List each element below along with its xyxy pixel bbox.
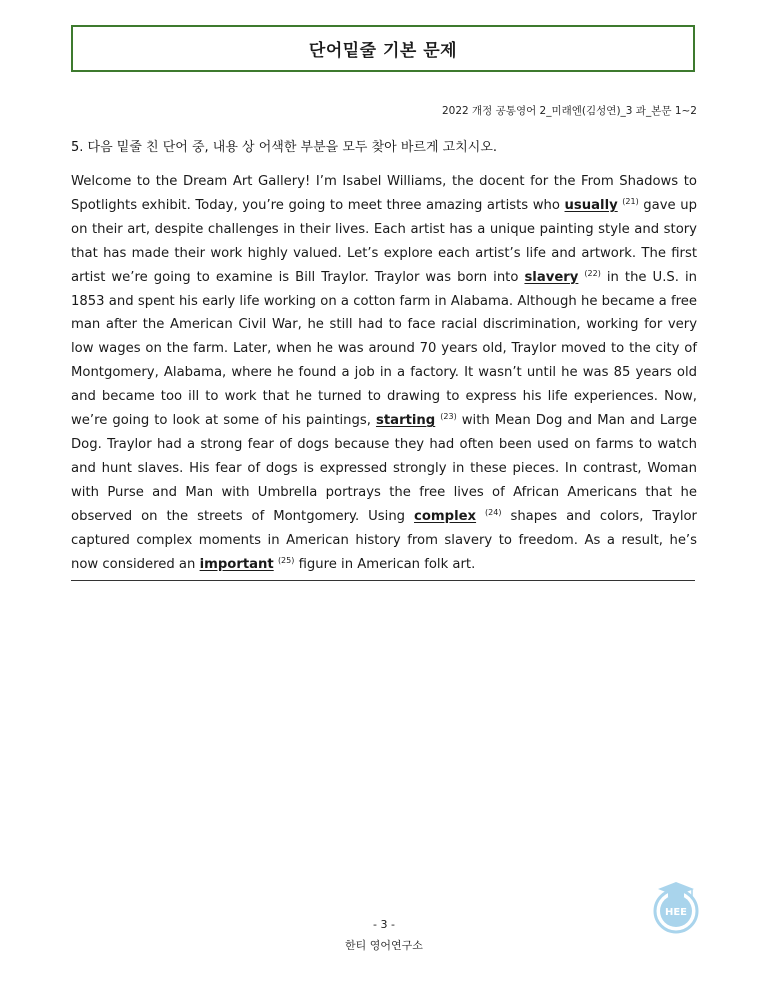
passage [71,170,697,576]
blank-number-22: (22) [584,268,601,278]
underlined-word-25: important [199,556,274,572]
passage-text: gave up on their art, despite challenges in their lives. Each artist has a unique painting style and story that has made their work highly valued. Let’s explore each artist’s life and artwork. The first artist we’re going to examine is Bill Traylor. Traylor was born into [71,197,697,285]
blank-number-25: (25) [277,555,295,565]
page-title: 단어밑줄 기본 문제 [308,41,458,61]
logo-text: HEE [664,907,688,918]
footer-org: 한티 영어연구소 [345,939,423,952]
blank-number-23: (23) [440,412,457,422]
source-line: 2022 개정 공통영어 2_미래엔(김성연)_3 과_본문 1~2 [441,105,697,117]
passage-text: shapes and colors, Traylor captured complex moments in American history from slavery to freedom. As a result, he’s now considered an [71,508,697,572]
passage-text: with Mean Dog and Man and Large Dog. Traylor had a strong fear of dogs because they had often been used on farms to watch and hunt slaves. His fear of dogs is expressed strongly in these pieces. In contrast, Woman with Purse and Man with Umbrella portrays the free lives of African Americans that he observed on the streets of Montgomery. Using [71,413,697,524]
underlined-word-23: starting [376,413,436,429]
title-box [71,25,695,72]
question-text: 5. 다음 밑줄 친 단어 중, 내용 상 어색한 부분을 모두 찾아 바르게 고치시오. [71,140,498,155]
passage-text: Welcome to the Dream Art Gallery! I’m Isabel Williams, the docent for the From Shadows to Spotlights exhibit. Today, you’re going to meet three amazing artists who [71,174,697,213]
underlined-word-24: complex [414,508,477,524]
passage-text: in the U.S. in 1853 and spent his early life working on a cotton farm in Alabama. Although he became a free man after the American Civil War, he still had to face racial discrimination, working for very low wages on the farm. Later, when he was around 70 years old, Traylor moved to the city of Montgomery, Alabama, where he found a job in a factory. It wasn’t until he was 85 years old and became too ill to work that he turned to drawing to express his life experiences. Now, we’re going to look at some of his paintings, [71,269,698,429]
page-number: - 3 - [373,918,395,931]
answer-line[interactable] [71,580,695,581]
passage-text: figure in American folk art. [298,556,476,572]
blank-number-24: (24) [485,507,502,517]
underlined-word-21: usually [564,197,618,213]
underlined-word-22: slavery [524,269,579,285]
hee-logo-icon [650,878,702,936]
blank-number-21: (21) [622,196,639,206]
